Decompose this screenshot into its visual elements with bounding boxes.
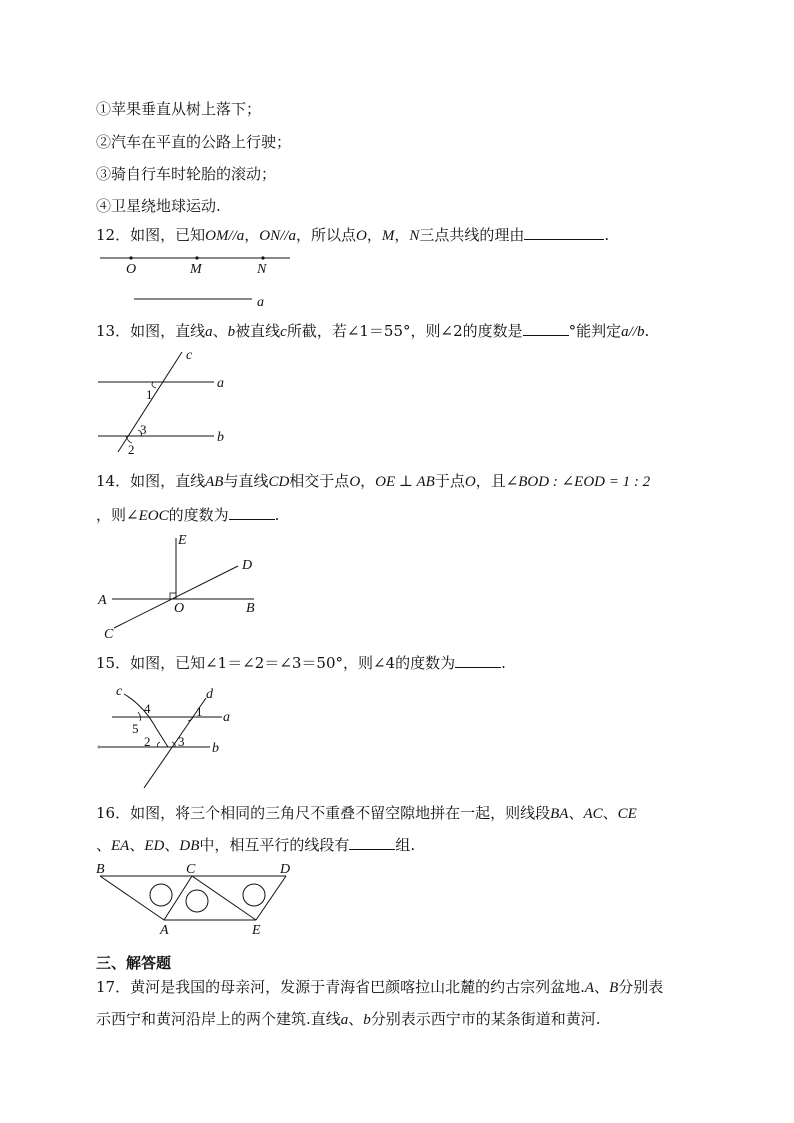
q16-label-e: E bbox=[252, 923, 261, 938]
q14-line2-text-b: 的度数为 bbox=[168, 506, 229, 524]
q16-triangle-1-hole bbox=[150, 884, 172, 906]
q17-line2-text-a: 示西宁和黄河沿岸上的两个建筑.直线 bbox=[96, 1010, 341, 1028]
q16-segment-ce bbox=[192, 876, 256, 920]
q16-number: 16． bbox=[96, 804, 131, 822]
q13-label-1: 1 bbox=[146, 387, 153, 402]
q17-text-2: 、 bbox=[594, 978, 610, 996]
q12-label-o: O bbox=[126, 262, 137, 277]
q13-angle-1-arc bbox=[152, 382, 156, 388]
question-17-line-2 bbox=[96, 1008, 601, 1029]
q15-figure bbox=[96, 684, 246, 788]
q14-label-a: A bbox=[98, 593, 107, 608]
q16-segment-ac bbox=[164, 876, 192, 920]
q12-text-2: ， bbox=[244, 226, 260, 244]
q12-text-5: ， bbox=[394, 226, 410, 244]
q12-text-1: 如图，已知 bbox=[130, 226, 206, 244]
q16-segment-ed bbox=[256, 876, 286, 920]
q13-label-c: c bbox=[186, 348, 193, 363]
q15-label-d: d bbox=[206, 687, 213, 702]
q15-stray-dot bbox=[98, 746, 101, 749]
q12-end: . bbox=[604, 226, 610, 244]
q17-text-3: 分别表 bbox=[618, 978, 664, 996]
q14-math-6: ∠BOD : ∠EOD = 1 : 2 bbox=[505, 474, 651, 490]
question-16-line-2 bbox=[96, 834, 415, 855]
q17-line2-text-b: 、 bbox=[348, 1010, 364, 1028]
q15-label-c: c bbox=[116, 684, 123, 699]
q16-sep-1: 、 bbox=[568, 804, 584, 822]
q12-point-m bbox=[195, 256, 198, 259]
q14-text-2: 与直线 bbox=[223, 472, 269, 490]
q16-label-d: D bbox=[280, 862, 291, 877]
q17-line2-text-c: 分别表示西宁市的某条街道和黄河. bbox=[370, 1010, 601, 1028]
q15-label-4: 4 bbox=[144, 701, 151, 716]
q14-math-3: O bbox=[349, 474, 361, 490]
question-15 bbox=[96, 652, 506, 673]
q17-number: 17． bbox=[96, 978, 131, 996]
q17-text-1: 黄河是我国的母亲河，发源于青海省巴颜喀拉山北麓的约古宗列盆地. bbox=[130, 978, 585, 996]
item-1: ①苹果垂直从树上落下； bbox=[96, 100, 262, 118]
q16-label-b: B bbox=[96, 862, 105, 877]
q15-label-2: 2 bbox=[144, 734, 151, 749]
q17-math-4: b bbox=[363, 1012, 371, 1028]
q13-label-a: a bbox=[217, 376, 224, 391]
q14-text-4: ， bbox=[360, 472, 376, 490]
question-17-line-1 bbox=[96, 976, 663, 997]
q12-math-5: N bbox=[409, 228, 420, 244]
q15-answer-blank bbox=[455, 653, 501, 668]
q13-answer-blank bbox=[523, 321, 569, 336]
q16-math-3: CE bbox=[617, 806, 637, 822]
q16-line2-text-b: 中，相互平行的线段有 bbox=[199, 836, 350, 854]
q15-angle-2-arc bbox=[157, 742, 160, 747]
q12-text-4: ， bbox=[366, 226, 382, 244]
q15-label-a: a bbox=[223, 710, 230, 725]
q14-label-b: B bbox=[246, 601, 255, 616]
q14-label-d: D bbox=[242, 558, 253, 573]
q14-end: . bbox=[274, 506, 280, 524]
q13-text-5: °能判定 bbox=[568, 322, 622, 340]
q15-label-3: 3 bbox=[178, 734, 185, 749]
q14-text-5: 于点 bbox=[434, 472, 465, 490]
q16-triangle-3-hole bbox=[243, 884, 265, 906]
q13-label-3: 3 bbox=[140, 422, 147, 437]
question-12 bbox=[96, 224, 609, 245]
q13-math-4: a//b bbox=[621, 324, 645, 340]
q16-figure bbox=[92, 860, 302, 940]
q15-text-1: 如图，已知∠1＝∠2＝∠3＝50°，则∠4的度数为 bbox=[130, 654, 456, 672]
q12-text-6: 三点共线的理由 bbox=[419, 226, 525, 244]
q12-math-4: M bbox=[381, 228, 395, 244]
q14-math-7: ∠EOC bbox=[126, 508, 169, 524]
q12-point-o bbox=[129, 256, 132, 259]
q12-math-1: OM//a bbox=[205, 228, 245, 244]
q16-math-1: BA bbox=[550, 806, 569, 822]
q14-number: 14． bbox=[96, 472, 131, 490]
q16-math-6: DB bbox=[179, 838, 200, 854]
q13-label-b: b bbox=[217, 430, 224, 445]
q16-triangle-2-hole bbox=[186, 890, 208, 912]
q17-math-1: A bbox=[584, 980, 595, 996]
q15-label-1: 1 bbox=[196, 704, 203, 719]
q16-segment-ba bbox=[100, 876, 164, 920]
q16-sep-4: 、 bbox=[164, 836, 180, 854]
q16-end: 组. bbox=[395, 836, 416, 854]
q16-line2-text-a: 、 bbox=[96, 836, 112, 854]
q17-math-2: B bbox=[609, 980, 619, 996]
q16-label-c: C bbox=[186, 862, 196, 877]
q12-answer-blank bbox=[524, 225, 604, 240]
q16-math-5: ED bbox=[144, 838, 165, 854]
q16-answer-blank bbox=[349, 835, 395, 850]
q13-math-3: c bbox=[280, 324, 287, 340]
q13-end: . bbox=[644, 322, 650, 340]
q15-label-b: b bbox=[212, 741, 219, 756]
q14-label-c: C bbox=[104, 627, 114, 642]
q17-math-3: a bbox=[340, 1012, 349, 1028]
q14-text-6: ，且 bbox=[475, 472, 506, 490]
section-3-title: 三、解答题 bbox=[96, 954, 172, 972]
q14-math-4: OE ⊥ AB bbox=[375, 474, 435, 490]
question-14-line-1 bbox=[96, 470, 650, 491]
q13-number: 13． bbox=[96, 322, 131, 340]
q12-text-3: ，所以点 bbox=[295, 226, 356, 244]
q14-text-3: 相交于点 bbox=[289, 472, 350, 490]
q12-label-n: N bbox=[257, 262, 267, 277]
q15-number: 15． bbox=[96, 654, 131, 672]
item-2: ②汽车在平直的公路上行驶； bbox=[96, 133, 292, 151]
q13-label-2: 2 bbox=[128, 442, 135, 457]
q12-point-n bbox=[261, 256, 264, 259]
q14-math-5: O bbox=[464, 474, 476, 490]
q14-label-o: O bbox=[174, 601, 185, 616]
item-3: ③骑自行车时轮胎的滚动； bbox=[96, 165, 277, 183]
q16-math-4: EA bbox=[111, 838, 130, 854]
q13-text-4: 所截，若∠1＝55°，则∠2的度数是 bbox=[286, 322, 523, 340]
q16-sep-2: 、 bbox=[602, 804, 618, 822]
q13-line-c bbox=[118, 352, 182, 452]
q16-label-a: A bbox=[160, 923, 169, 938]
q14-text-1: 如图，直线 bbox=[130, 472, 206, 490]
q14-math-1: AB bbox=[205, 474, 224, 490]
q16-text-1: 如图，将三个相同的三角尺不重叠不留空隙地拼在一起，则线段 bbox=[130, 804, 551, 822]
q13-text-2: 、 bbox=[212, 322, 228, 340]
q13-text-1: 如图，直线 bbox=[130, 322, 206, 340]
q12-figure bbox=[96, 250, 306, 312]
q12-label-a: a bbox=[257, 295, 264, 310]
q13-math-2: b bbox=[227, 324, 236, 340]
question-13 bbox=[96, 320, 649, 341]
question-16-line-1 bbox=[96, 802, 637, 823]
q15-end: . bbox=[501, 654, 506, 672]
q13-math-1: a bbox=[205, 324, 213, 340]
q16-math-2: AC bbox=[583, 806, 603, 822]
q14-math-2: CD bbox=[268, 474, 290, 490]
q12-math-3: O bbox=[356, 228, 367, 244]
q14-answer-blank bbox=[229, 505, 275, 520]
q14-label-e: E bbox=[178, 533, 187, 548]
q12-math-2: ON//a bbox=[259, 228, 296, 244]
item-4: ④卫星绕地球运动. bbox=[96, 197, 221, 215]
q15-label-5: 5 bbox=[132, 721, 139, 736]
q14-line2-text-a: ，则 bbox=[96, 506, 127, 524]
q16-sep-3: 、 bbox=[129, 836, 145, 854]
q12-label-m: M bbox=[190, 262, 202, 277]
q13-text-3: 被直线 bbox=[235, 322, 281, 340]
question-14-line-2 bbox=[96, 504, 279, 525]
q14-figure bbox=[96, 530, 266, 642]
q13-figure bbox=[96, 344, 236, 460]
q12-number: 12． bbox=[96, 226, 131, 244]
